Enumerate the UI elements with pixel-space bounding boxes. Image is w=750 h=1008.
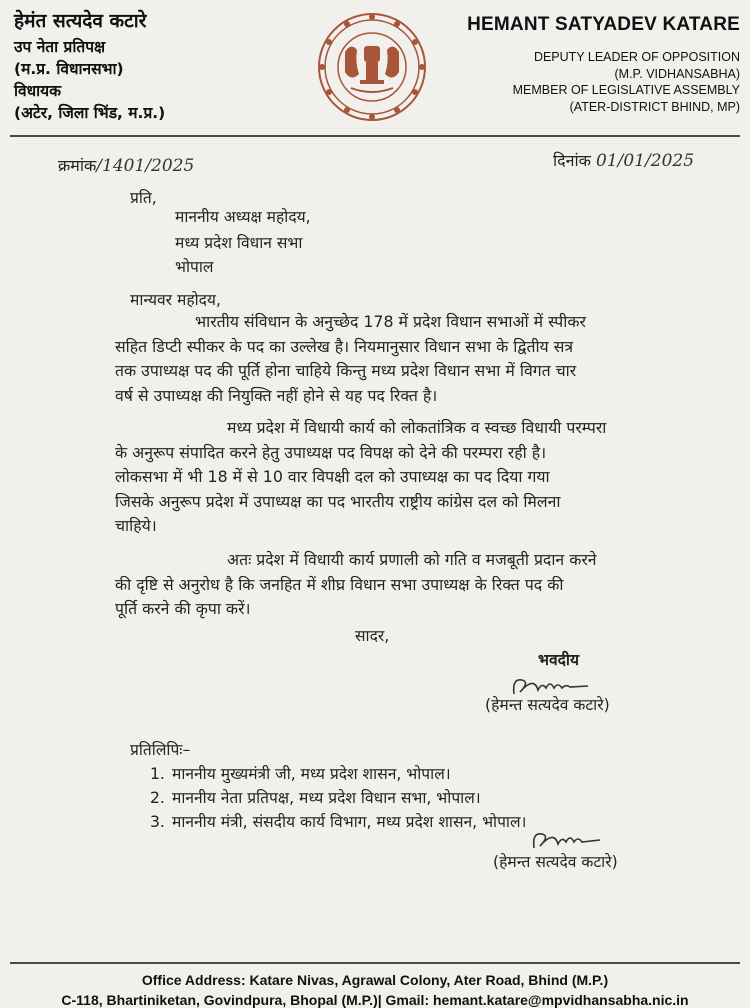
date-label: दिनांक bbox=[553, 151, 591, 170]
recipient-line-1: माननीय अध्यक्ष महोदय, bbox=[175, 208, 311, 226]
header-divider bbox=[10, 135, 740, 137]
paragraph-3 bbox=[115, 548, 597, 622]
cc-number: 2. bbox=[150, 789, 165, 807]
english-name: HEMANT SATYADEV KATARE bbox=[467, 14, 740, 35]
to-label: प्रति, bbox=[130, 189, 157, 207]
paragraph-line: तक उपाध्यक्ष पद की पूर्ति होना चाहिये किन्तु मध्य प्रदेश विधान सभा में विगत चार bbox=[115, 361, 577, 380]
english-assembly: (M.P. VIDHANSABHA) bbox=[614, 66, 740, 81]
signatory-name-2: (हेमन्त सत्यदेव कटारे) bbox=[493, 853, 618, 871]
english-constituency: (ATER-DISTRICT BHIND, MP) bbox=[569, 99, 740, 114]
date-value: 01/01/2025 bbox=[596, 151, 695, 171]
hindi-mla: विधायक bbox=[14, 82, 62, 100]
paragraph-line: के अनुरूप संपादित करने हेतु उपाध्यक्ष पद विपक्ष को देने की परम्परा रही है। bbox=[115, 442, 547, 462]
hindi-constituency: (अटेर, जिला भिंड, म.प्र.) bbox=[14, 104, 166, 122]
cc-label: प्रतिलिपिः– bbox=[130, 741, 191, 759]
salutation: मान्यवर महोदय, bbox=[130, 291, 221, 309]
paragraph-line: सहित डिप्टी स्पीकर के पद का उल्लेख है। नियमानुसार विधान सभा के द्वितीय सत्र bbox=[115, 336, 574, 356]
paragraph-line: पूर्ति करने की कृपा करें। bbox=[115, 599, 251, 618]
mp-state-emblem bbox=[311, 12, 433, 122]
hindi-name: हेमंत सत्यदेव कटारे bbox=[14, 10, 147, 32]
paragraph-line: जिसके अनुरूप प्रदेश में उपाध्यक्ष का पद भारतीय राष्ट्रीय कांग्रेस दल को मिलना bbox=[115, 491, 561, 511]
paragraph-line: चाहिये। bbox=[115, 516, 157, 535]
contact-address: C-118, Bhartiniketan, Govindpura, Bhopal (M.P.)| Gmail: hemant.katare@mpvidhansabha.nic.in bbox=[61, 992, 689, 1008]
paragraph-1 bbox=[115, 310, 586, 408]
paragraph-2 bbox=[115, 416, 606, 539]
ref-value: /1401/2025 bbox=[96, 156, 195, 176]
paragraph-line: मध्य प्रदेश में विधायी कार्य को लोकतांत्रिक व स्वच्छ विधायी परम्परा bbox=[227, 418, 607, 437]
cc-text: माननीय मुख्यमंत्री जी, मध्य प्रदेश शासन, भोपाल। bbox=[172, 765, 451, 783]
cc-number: 1. bbox=[150, 765, 165, 783]
cc-number: 3. bbox=[150, 813, 165, 831]
paragraph-line: की दृष्टि से अनुरोध है कि जनहित में शीघ्र विधान सभा उपाध्यक्ष के रिक्त पद की bbox=[115, 574, 564, 594]
english-mla: MEMBER OF LEGISLATIVE ASSEMBLY bbox=[512, 83, 740, 97]
signatory-name: (हेमन्त सत्यदेव कटारे) bbox=[485, 696, 610, 714]
english-designation: DEPUTY LEADER OF OPPOSITION bbox=[533, 50, 740, 64]
recipient-line-3: भोपाल bbox=[175, 258, 214, 276]
footer-divider bbox=[10, 962, 740, 964]
cc-text: माननीय नेता प्रतिपक्ष, मध्य प्रदेश विधान सभा, भोपाल। bbox=[172, 789, 481, 807]
paragraph-line: अतः प्रदेश में विधायी कार्य प्रणाली को गति व मजबूती प्रदान करने bbox=[227, 550, 597, 569]
office-address: Office Address: Katare Nivas, Agrawal Colony, Ater Road, Bhind (M.P.) bbox=[141, 972, 609, 988]
header-hindi bbox=[14, 8, 165, 124]
cc-text: माननीय मंत्री, संसदीय कार्य विभाग, मध्य प्रदेश शासन, भोपाल। bbox=[172, 813, 527, 831]
paragraph-line: वर्ष से उपाध्यक्ष की नियुक्ति नहीं होने से यह पद रिक्त है। bbox=[115, 385, 438, 405]
cc-item bbox=[150, 786, 481, 808]
closing: सादर, bbox=[355, 627, 390, 645]
recipient-line-2: मध्य प्रदेश विधान सभा bbox=[175, 234, 303, 252]
hindi-assembly: (म.प्र. विधानसभा) bbox=[14, 60, 124, 78]
cc-item bbox=[150, 810, 526, 832]
reference-number bbox=[58, 154, 194, 176]
cc-item bbox=[150, 762, 451, 784]
ref-label: क्रमांक bbox=[58, 156, 97, 175]
paragraph-line: लोकसभा में भी 18 में से 10 वार विपक्षी दल को उपाध्यक्ष का पद दिया गया bbox=[115, 467, 550, 486]
hindi-designation: उप नेता प्रतिपक्ष bbox=[14, 38, 106, 56]
yours-faithfully: भवदीय bbox=[538, 651, 579, 669]
paragraph-line: भारतीय संविधान के अनुच्छेद 178 में प्रदेश विधान सभाओं में स्पीकर bbox=[195, 312, 586, 331]
header-english bbox=[467, 12, 740, 115]
letter-date bbox=[553, 149, 694, 171]
